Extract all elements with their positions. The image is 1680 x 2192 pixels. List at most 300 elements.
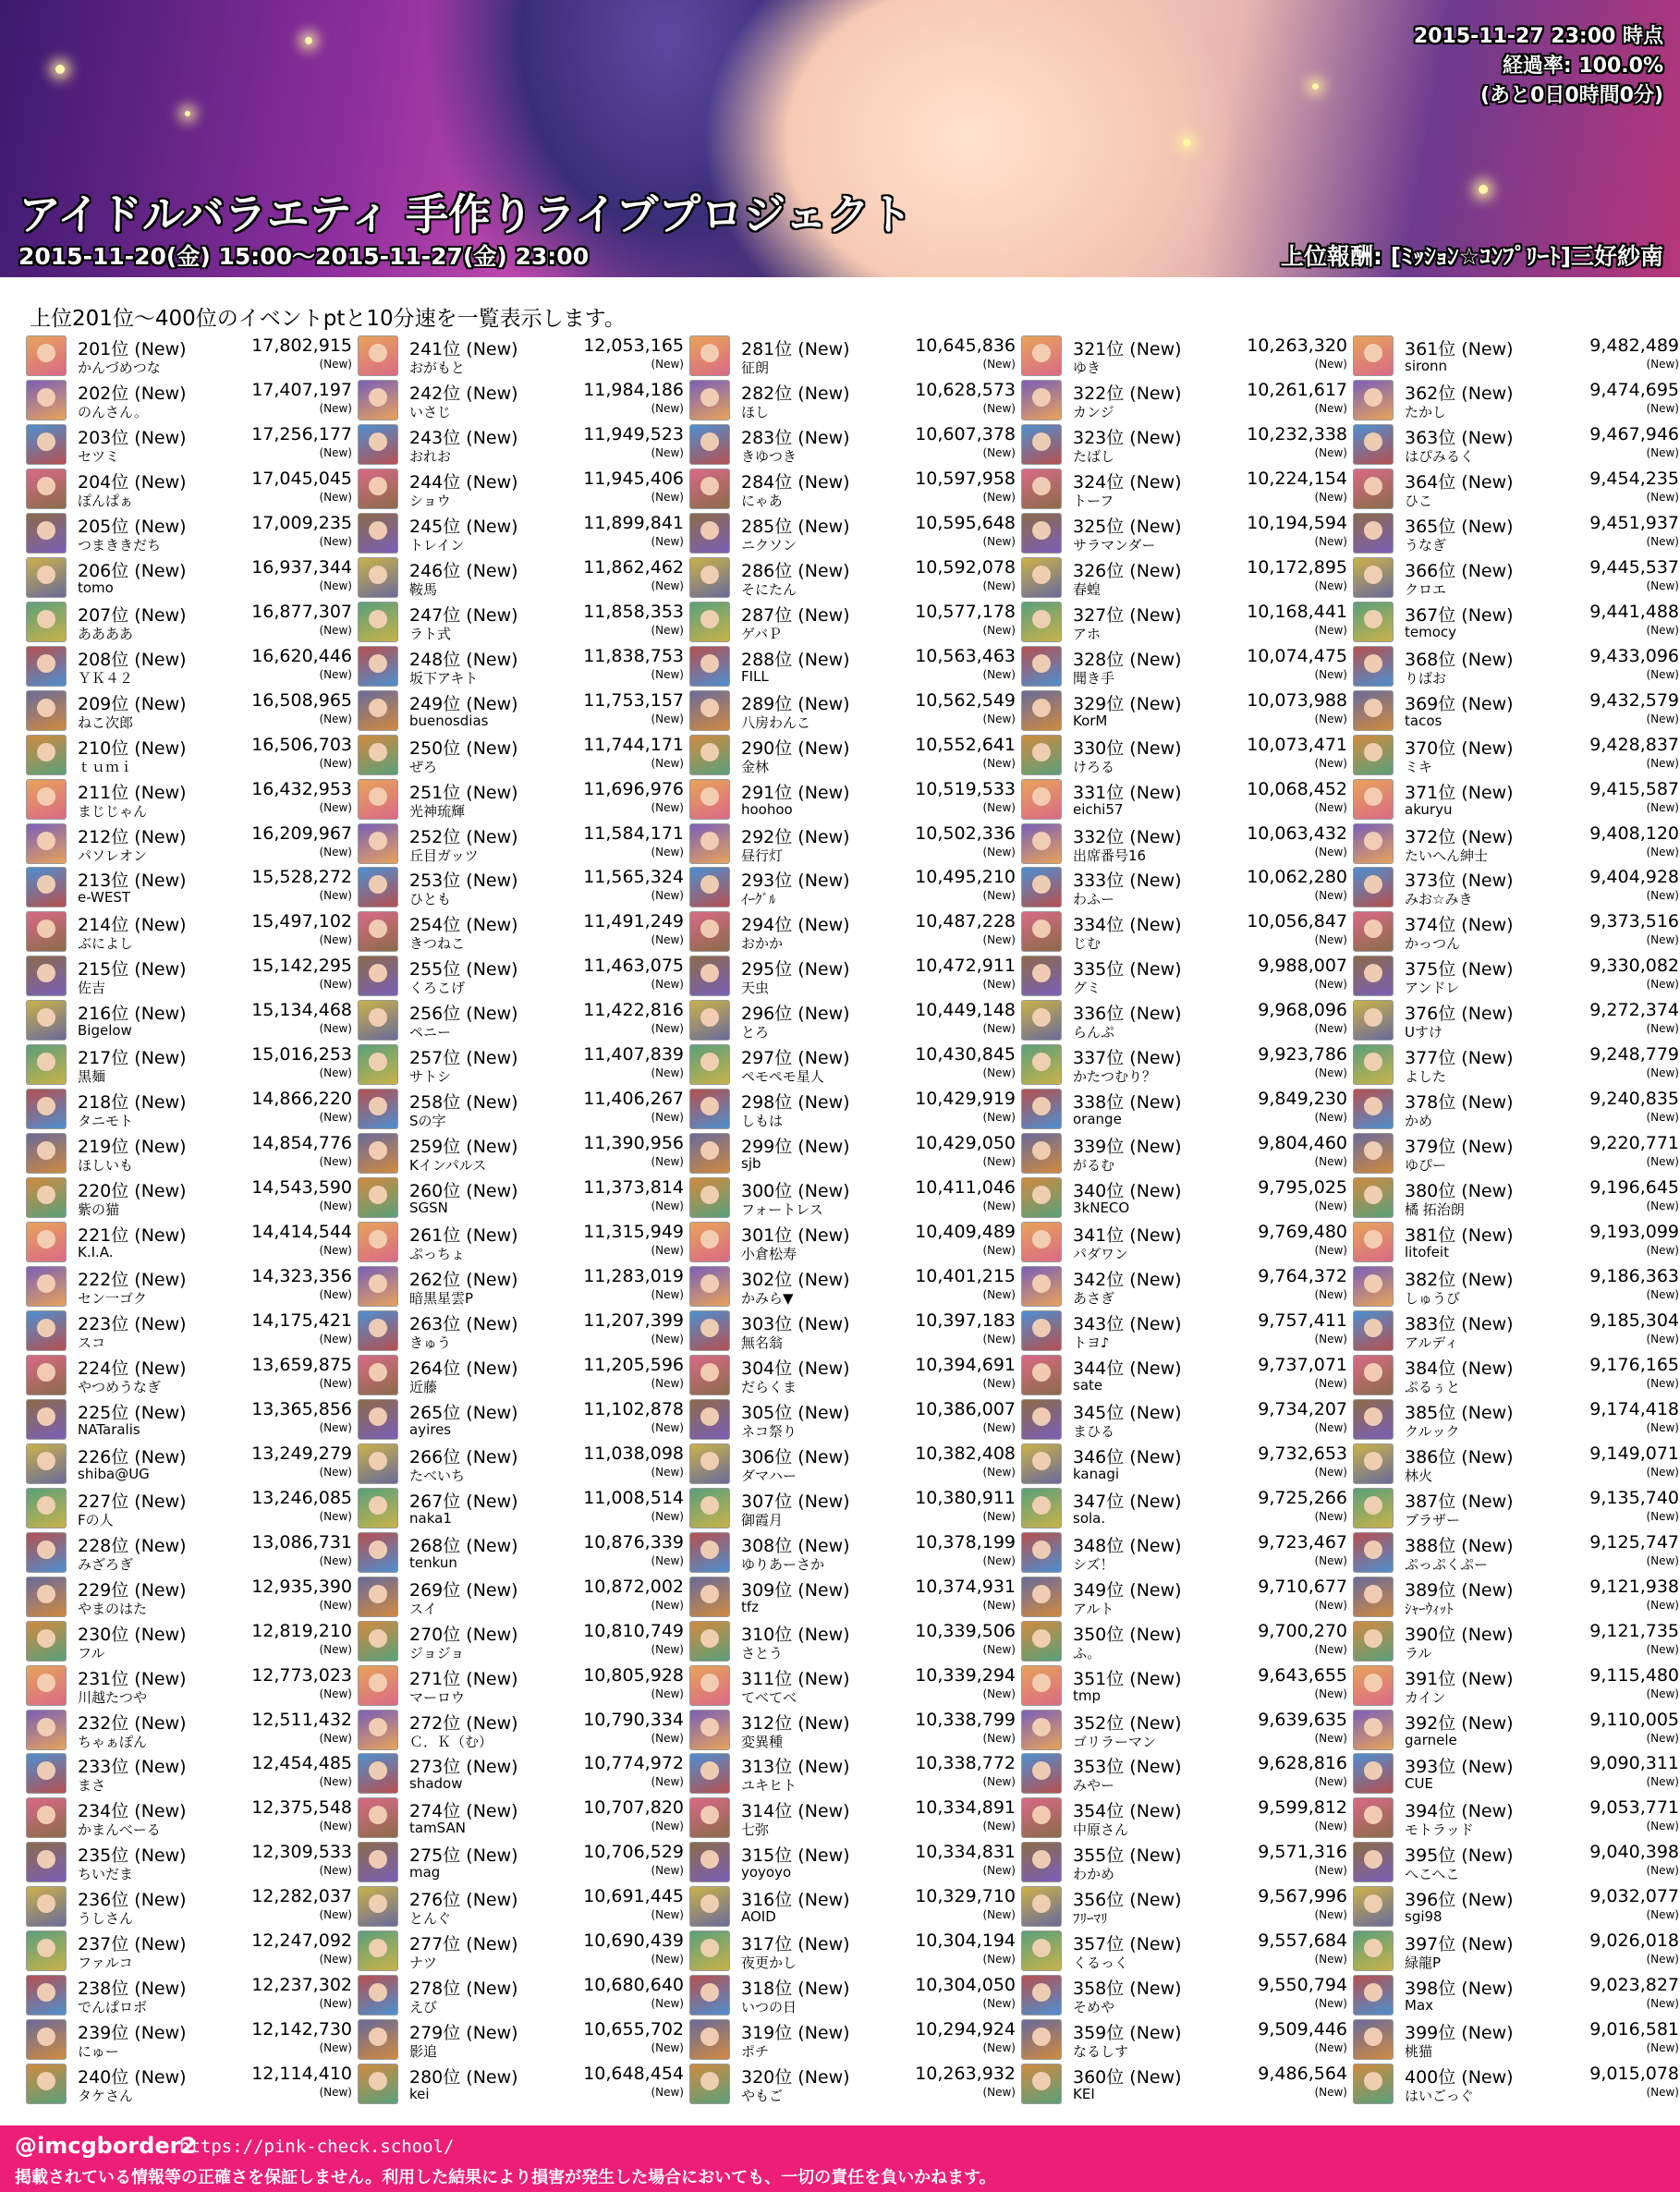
event-points: 11,102,878 [583,1398,684,1419]
player-name: 鞍馬 [409,580,438,598]
event-points: 16,937,344 [251,556,352,578]
ten-min-speed: (New) [1314,889,1347,903]
idol-avatar-icon [358,823,398,864]
ten-min-speed: (New) [1314,1820,1347,1833]
ranking-row [26,1974,354,2018]
idol-avatar-icon [689,1044,730,1085]
ranking-row [689,1930,1017,1974]
idol-avatar-icon [26,1842,67,1882]
rank-label: 400位 (New) [1405,2067,1514,2088]
player-name: にゃあ [741,492,783,509]
ten-min-speed: (New) [319,1642,352,1656]
idol-avatar-icon [358,2019,398,2060]
idol-avatar-icon [358,779,398,820]
player-name: 暗黒星雲P [409,1290,474,1307]
rank-label: 381位 (New) [1405,1225,1514,1246]
ranking-row [26,1309,354,1354]
event-points: 9,248,779 [1589,1044,1679,1066]
ranking-column [689,335,1017,2109]
player-name: 春蝗 [1073,580,1102,598]
rank-label: 230位 (New) [78,1624,187,1645]
ranking-row [1353,1974,1680,2018]
ten-min-speed: (New) [651,978,684,992]
event-points: 10,263,932 [915,2064,1016,2085]
event-points: 10,472,911 [915,956,1016,977]
ranking-row [1353,2018,1680,2063]
player-name: 緑龍P [1405,1955,1442,1972]
rank-label: 289位 (New) [741,693,850,714]
ranking-row [1021,1531,1349,1576]
player-name: shiba@UG [78,1465,150,1482]
ranking-row [358,512,686,556]
ten-min-speed: (New) [982,978,1016,992]
ranking-row [1021,1974,1349,2018]
ten-min-speed: (New) [1314,1687,1347,1700]
player-name: sgi98 [1405,1908,1443,1926]
event-points: 9,032,077 [1589,1886,1679,1907]
rank-label: 303位 (New) [741,1313,850,1334]
ten-min-speed: (New) [651,1553,684,1567]
idol-avatar-icon [689,1577,730,1617]
rank-label: 374位 (New) [1405,915,1514,936]
ranking-row [1021,1176,1349,1221]
rank-label: 262位 (New) [409,1270,518,1290]
ranking-row [1021,601,1349,645]
ten-min-speed: (New) [1646,1244,1679,1257]
idol-avatar-icon [1353,602,1394,642]
event-points: 11,315,949 [583,1222,684,1242]
event-points: 9,121,938 [1589,1576,1679,1597]
event-points: 10,552,641 [915,734,1016,755]
ten-min-speed: (New) [651,756,684,770]
ranking-row [689,1531,1017,1576]
event-points: 10,706,529 [583,1842,684,1863]
ten-min-speed: (New) [651,534,684,548]
ranking-row [26,1221,354,1265]
rank-label: 397位 (New) [1405,1934,1514,1955]
idol-avatar-icon [1021,1886,1062,1927]
ten-min-speed: (New) [1646,1731,1679,1745]
ranking-row [1021,1221,1349,1265]
event-points: 16,209,967 [251,822,352,844]
ranking-row [1021,778,1349,822]
ranking-row [689,1309,1017,1354]
rank-label: 226位 (New) [78,1446,187,1467]
player-name: きつねこ [409,935,466,953]
ten-min-speed: (New) [1646,534,1679,548]
player-name: サトシ [409,1068,452,1086]
ranking-row [1021,999,1349,1043]
rank-label: 375位 (New) [1405,959,1514,980]
player-name: ショウ [409,492,451,509]
ten-min-speed: (New) [982,1553,1016,1567]
ten-min-speed: (New) [982,1332,1016,1346]
ten-min-speed: (New) [319,1775,352,1789]
player-name: ペモペモ星人 [741,1068,824,1086]
player-name: たいへん紳士 [1405,846,1489,864]
ten-min-speed: (New) [1646,1155,1679,1169]
idol-avatar-icon [689,1000,730,1041]
ranking-row [689,1576,1017,1620]
ranking-row [1021,1265,1349,1309]
ranking-row [1353,1885,1680,1930]
event-points: 10,068,452 [1247,778,1347,799]
player-name: NATaralis [78,1420,140,1438]
event-points: 15,142,295 [251,956,352,977]
ranking-row [1353,556,1680,601]
rank-label: 210位 (New) [78,737,187,759]
idol-avatar-icon [358,513,398,554]
idol-avatar-icon [358,1266,398,1307]
rank-label: 255位 (New) [409,959,518,980]
player-name: KEI [1073,2086,1095,2103]
rank-label: 359位 (New) [1073,2023,1182,2044]
idol-avatar-icon [689,602,730,642]
ten-min-speed: (New) [319,1997,352,2011]
idol-avatar-icon [1353,1930,1394,1971]
idol-avatar-icon [1353,956,1394,996]
idol-avatar-icon [689,646,730,687]
rank-label: 315位 (New) [741,1845,850,1867]
rank-label: 334位 (New) [1073,915,1182,936]
idol-avatar-icon [1021,1399,1062,1440]
rank-label: 347位 (New) [1073,1491,1182,1512]
rank-label: 338位 (New) [1073,1092,1182,1114]
ten-min-speed: (New) [982,800,1016,814]
event-points: 9,764,372 [1258,1266,1347,1286]
rank-label: 240位 (New) [78,2067,187,2088]
player-name: うしさん [78,1910,134,1928]
ranking-row [26,1885,354,1930]
ranking-row [358,379,686,423]
player-name: モトラッド [1405,1821,1474,1839]
event-points: 9,135,740 [1589,1487,1679,1508]
player-name: おかか [741,935,784,953]
event-points: 10,429,919 [915,1089,1016,1110]
player-name: shadow [409,1775,463,1793]
ranking-row [358,1221,686,1265]
rank-label: 329位 (New) [1073,693,1182,714]
idol-avatar-icon [689,1399,730,1440]
player-name: 橘 拓治朗 [1405,1201,1465,1219]
rank-label: 349位 (New) [1073,1579,1182,1601]
rank-label: 273位 (New) [409,1757,518,1778]
idol-avatar-icon [689,1621,730,1662]
idol-avatar-icon [689,335,730,376]
event-points: 11,696,976 [583,778,684,799]
rank-label: 344位 (New) [1073,1358,1182,1379]
idol-avatar-icon [358,1621,398,1662]
player-name: KorM [1073,712,1108,729]
ten-min-speed: (New) [651,1775,684,1789]
player-name: だらくま [741,1378,797,1395]
ranking-row [358,1974,686,2018]
ten-min-speed: (New) [1314,534,1347,548]
ten-min-speed: (New) [1314,1420,1347,1434]
event-points: 9,272,374 [1589,1000,1679,1021]
idol-avatar-icon [689,1710,730,1750]
player-name: ゴリラーマン [1073,1733,1157,1750]
event-points: 11,205,596 [583,1354,684,1375]
player-name: スイ [409,1600,437,1617]
idol-avatar-icon [1353,1044,1394,1085]
event-points: 10,073,988 [1247,689,1347,711]
event-points: 10,645,836 [915,335,1016,356]
player-name: FILL [741,667,769,685]
event-points: 10,430,845 [915,1044,1016,1066]
rank-label: 254位 (New) [409,915,518,936]
ten-min-speed: (New) [1646,845,1679,859]
ranking-row [1021,1088,1349,1132]
ranking-row [689,778,1017,822]
player-name: ほしいも [78,1157,134,1175]
ten-min-speed: (New) [982,2086,1016,2100]
event-points: 10,411,046 [915,1177,1016,1199]
ranking-row [689,1620,1017,1664]
player-name: じむ [1073,935,1102,953]
idol-avatar-icon [1353,823,1394,864]
player-name: 影追 [409,2043,438,2061]
idol-avatar-icon [689,690,730,731]
event-points: 11,753,157 [583,689,684,711]
event-points: 9,433,096 [1589,645,1679,666]
idol-avatar-icon [358,1532,398,1573]
rank-label: 271位 (New) [409,1668,518,1689]
idol-avatar-icon [358,1000,398,1041]
idol-avatar-icon [26,1443,67,1484]
idol-avatar-icon [1353,867,1394,907]
ten-min-speed: (New) [1314,1332,1347,1346]
rank-label: 249位 (New) [409,693,518,714]
idol-avatar-icon [26,1532,67,1573]
player-name: ぷっちょ [409,1246,466,1262]
ten-min-speed: (New) [982,845,1016,859]
ranking-row [689,910,1017,955]
ranking-row [358,1487,686,1531]
ten-min-speed: (New) [1646,402,1679,415]
event-points: 9,757,411 [1258,1309,1347,1331]
idol-avatar-icon [1021,1266,1062,1307]
player-name: うなぎ [1405,536,1447,554]
ranking-row [26,468,354,512]
ranking-row [358,1443,686,1487]
ten-min-speed: (New) [1314,1022,1347,1036]
event-points: 10,224,154 [1247,468,1347,489]
ranking-row [1353,1752,1680,1796]
rank-label: 395位 (New) [1405,1845,1514,1867]
event-points: 10,409,489 [915,1222,1016,1242]
ten-min-speed: (New) [319,933,352,947]
event-points: 10,519,533 [915,778,1016,799]
rank-label: 292位 (New) [741,826,850,847]
event-points: 12,309,533 [251,1842,352,1863]
rank-label: 314位 (New) [741,1801,850,1822]
ten-min-speed: (New) [1314,1376,1347,1390]
rank-label: 390位 (New) [1405,1624,1514,1645]
ten-min-speed: (New) [1646,1420,1679,1434]
player-name: 黒麺 [78,1068,106,1086]
ranking-row [1021,1664,1349,1709]
idol-avatar-icon [26,380,67,420]
ranking-row [358,1664,686,1709]
ten-min-speed: (New) [319,1864,352,1878]
rank-label: 221位 (New) [78,1225,187,1246]
player-name: ファルコ [78,1955,133,1972]
ranking-row [689,1796,1017,1841]
idol-avatar-icon [26,513,67,554]
ranking-row [1353,1088,1680,1132]
idol-avatar-icon [26,1310,67,1351]
player-name: litofeit [1405,1244,1449,1260]
idol-avatar-icon [358,602,398,642]
event-points: 9,849,230 [1258,1089,1347,1110]
player-name: ちゃぁぽん [78,1733,148,1750]
event-points: 15,134,468 [251,1000,352,1021]
ranking-row [689,1709,1017,1753]
event-points: 10,595,648 [915,512,1016,533]
ranking-row [358,1531,686,1576]
idol-avatar-icon [26,1886,67,1927]
ten-min-speed: (New) [651,1997,684,2011]
player-name: Ｃ．Ｋ（む） [409,1733,493,1750]
rank-label: 242位 (New) [409,384,518,404]
ranking-row [358,1752,686,1796]
idol-avatar-icon [1353,1753,1394,1794]
rank-label: 321位 (New) [1073,339,1182,359]
rank-label: 285位 (New) [741,516,850,537]
ranking-row [26,778,354,822]
rank-label: 220位 (New) [78,1181,187,1202]
ranking-row [1353,1576,1680,1620]
player-name: タケさん [78,2088,134,2105]
ranking-row [358,1620,686,1664]
rank-label: 320位 (New) [741,2067,850,2088]
event-points: 11,862,462 [583,556,684,578]
event-points: 11,373,814 [583,1177,684,1199]
ranking-row [1021,1043,1349,1088]
ten-min-speed: (New) [319,712,352,725]
ten-min-speed: (New) [1314,490,1347,504]
ranking-row [26,335,354,379]
idol-avatar-icon [358,1443,398,1484]
ranking-row [1021,2063,1349,2107]
ranking-row [358,822,686,867]
idol-avatar-icon [1353,690,1394,731]
event-points: 17,045,045 [251,468,352,489]
rank-label: 279位 (New) [409,2023,518,2044]
ten-min-speed: (New) [1314,1997,1347,2011]
site-url-link[interactable]: https://pink-check.school/ [179,2137,455,2157]
idol-avatar-icon [26,911,67,952]
rank-label: 392位 (New) [1405,1712,1514,1734]
idol-avatar-icon [689,1222,730,1262]
rank-label: 284位 (New) [741,471,850,493]
rank-label: 266位 (New) [409,1446,518,1467]
event-points: 13,249,279 [251,1443,352,1464]
event-points: 11,008,514 [583,1487,684,1508]
idol-avatar-icon [1353,557,1394,598]
rank-label: 206位 (New) [78,560,187,581]
rank-label: 296位 (New) [741,1004,850,1025]
idol-avatar-icon [26,1222,67,1262]
idol-avatar-icon [26,1710,67,1750]
idol-avatar-icon [26,424,67,465]
event-points: 10,378,199 [915,1531,1016,1553]
idol-avatar-icon [1021,956,1062,996]
ten-min-speed: (New) [319,889,352,903]
ranking-row [689,1398,1017,1443]
player-name: くるっく [1073,1955,1129,1972]
idol-avatar-icon [1353,380,1394,420]
ranking-row [689,601,1017,645]
event-points: 9,769,480 [1258,1222,1347,1242]
event-points: 10,172,895 [1247,556,1347,578]
ranking-row [1021,1398,1349,1443]
disclaimer-text: 掲載されている情報等の正確さを保証しません。利用した結果により損害が発生した場合においても、一切の責任を負いかねます。 [15,2168,996,2187]
idol-avatar-icon [1021,1797,1062,1838]
idol-avatar-icon [1353,1532,1394,1573]
rank-label: 211位 (New) [78,782,187,803]
ten-min-speed: (New) [651,845,684,859]
ten-min-speed: (New) [319,800,352,814]
event-points: 9,176,165 [1589,1354,1679,1375]
ten-min-speed: (New) [319,2041,352,2055]
player-name: いさじ [409,404,452,420]
idol-avatar-icon [26,1797,67,1838]
idol-avatar-icon [1021,1310,1062,1351]
idol-avatar-icon [26,690,67,731]
idol-avatar-icon [689,469,730,509]
ten-min-speed: (New) [651,800,684,814]
ranking-row [358,335,686,379]
rank-label: 257位 (New) [409,1048,518,1069]
ranking-row [689,1443,1017,1487]
rank-label: 361位 (New) [1405,339,1514,359]
ten-min-speed: (New) [319,1420,352,1434]
player-name: サラマンダー [1073,536,1156,554]
player-name: はぴみるく [1405,447,1475,465]
rank-label: 389位 (New) [1405,1579,1514,1601]
idol-avatar-icon [1021,1577,1062,1617]
rank-label: 216位 (New) [78,1004,187,1025]
event-points: 9,404,928 [1589,867,1679,888]
twitter-handle[interactable]: @imcgborder2 [15,2133,197,2159]
ranking-row [689,1885,1017,1930]
idol-avatar-icon [358,469,398,509]
event-points: 9,639,635 [1258,1709,1347,1730]
event-points: 10,304,050 [915,1975,1016,1996]
event-points: 10,397,183 [915,1309,1016,1331]
ranking-row [1021,734,1349,778]
event-points: 9,196,645 [1589,1177,1679,1199]
ten-min-speed: (New) [319,1820,352,1833]
ranking-row [26,999,354,1043]
ranking-row [358,1930,686,1974]
rank-label: 217位 (New) [78,1048,187,1069]
idol-avatar-icon [1021,735,1062,775]
event-points: 16,620,446 [251,645,352,666]
idol-avatar-icon [689,1355,730,1395]
player-name: ミキ [1405,758,1433,775]
player-name: ジョジョ [409,1644,465,1662]
player-name: そめや [1073,1999,1115,2016]
ten-min-speed: (New) [1646,1066,1679,1080]
event-points: 10,790,334 [583,1709,684,1730]
rank-label: 204位 (New) [78,471,187,493]
ranking-row [1353,1309,1680,1354]
player-name: かっつん [1405,935,1461,953]
rank-label: 378位 (New) [1405,1092,1514,1114]
